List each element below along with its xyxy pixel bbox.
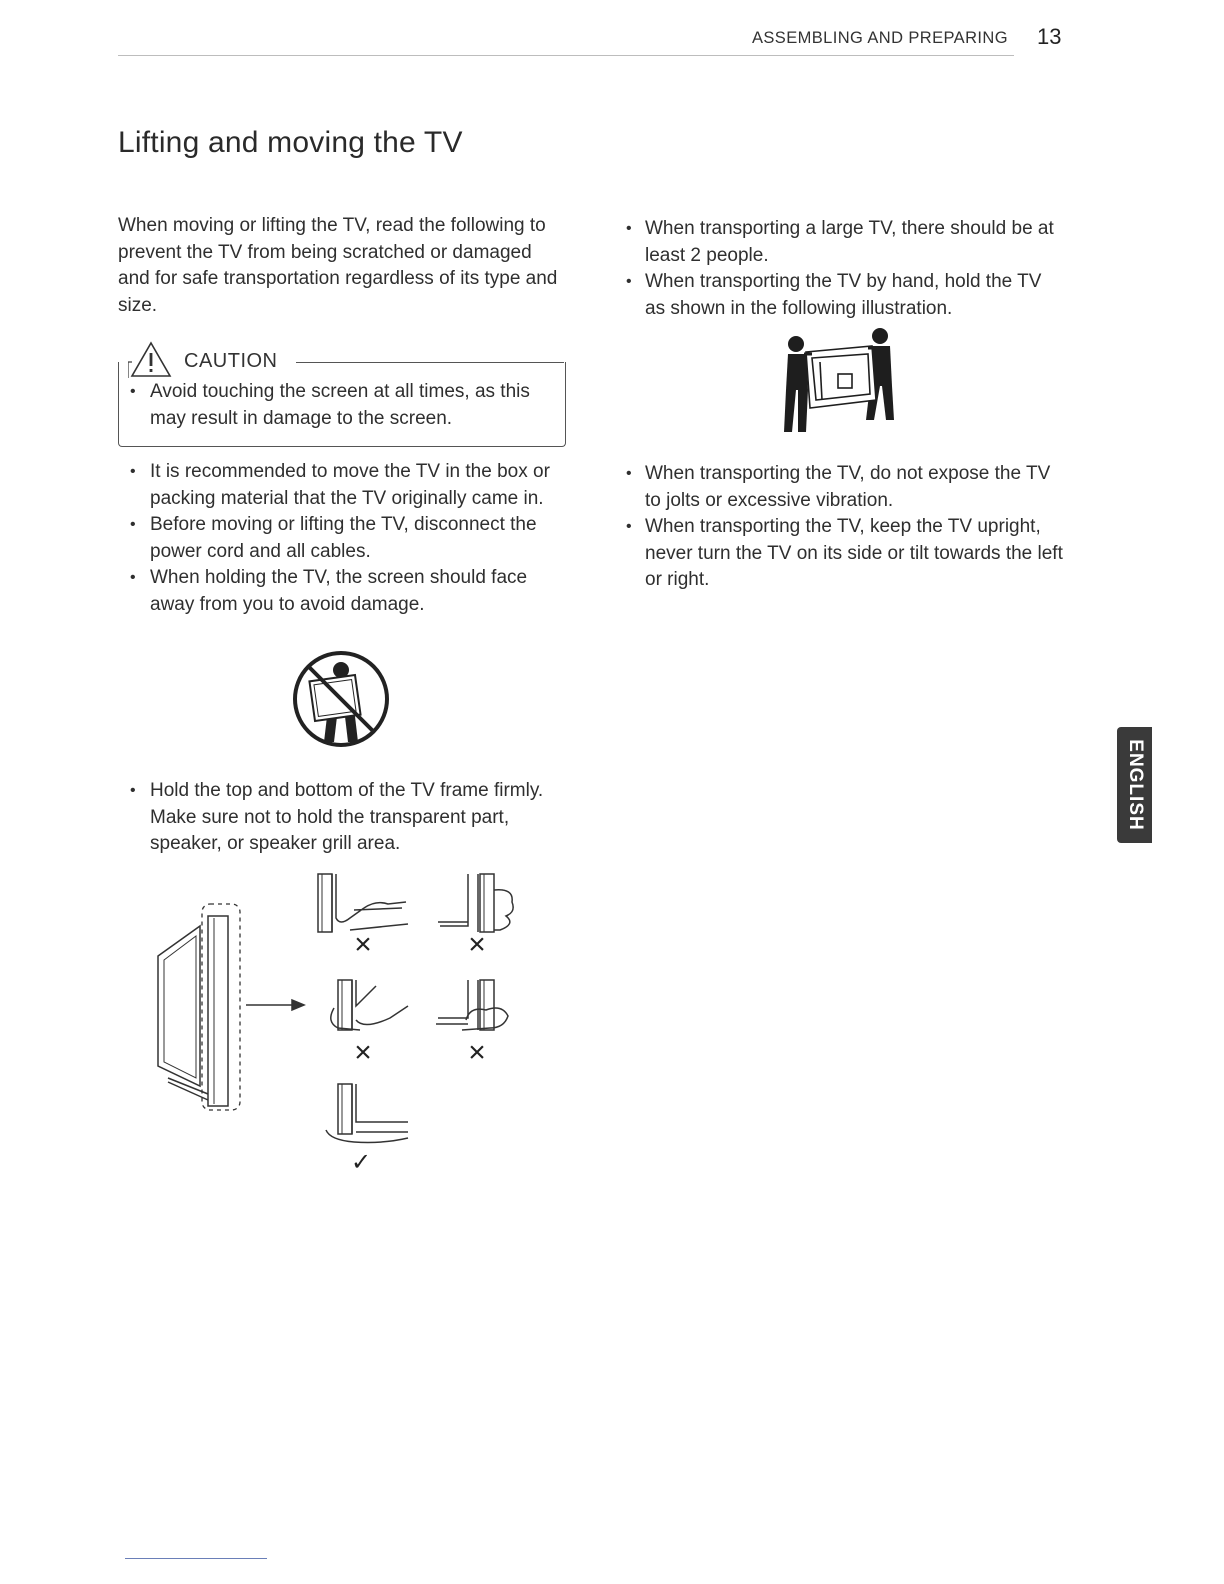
grip-wrong-4 <box>436 980 508 1030</box>
tv-frame-grip-illustration <box>150 868 530 1174</box>
list-item: • When transporting the TV, keep the TV upright, never turn the TV on its side or tilt towards the left or right. <box>614 514 1064 594</box>
list-item: • When transporting the TV, do not expose the TV to jolts or excessive vibration. <box>614 461 1064 514</box>
list-item: • When transporting the TV by hand, hold the TV as shown in the following illustration. <box>614 269 1064 322</box>
no-screen-facing-illustration <box>290 648 392 750</box>
arrow-icon <box>246 1000 304 1010</box>
page-number: 13 <box>1037 24 1062 49</box>
language-tab <box>1117 727 1152 843</box>
header-rule <box>118 55 1014 56</box>
two-people-carrying-illustration <box>780 324 898 434</box>
grip-wrong-2 <box>438 874 513 932</box>
grip-wrong-1 <box>318 874 408 932</box>
footer-rule <box>125 1558 267 1559</box>
caution-label: CAUTION <box>184 350 282 373</box>
wrong-mark: × <box>468 928 486 961</box>
caution-item: • Avoid touching the screen at all times, as this may result in damage to the screen. <box>118 379 558 432</box>
caution-box-top-rule <box>296 362 564 363</box>
wrong-mark: × <box>468 1036 486 1069</box>
grip-list <box>118 778 568 858</box>
list-item: • When transporting a large TV, there should be at least 2 people. <box>614 216 1064 269</box>
grip-correct <box>326 1084 408 1143</box>
caution-list <box>118 379 558 432</box>
list-item: • It is recommended to move the TV in the box or packing material that the TV originally came in. <box>118 459 568 512</box>
warning-triangle-icon <box>128 340 174 378</box>
wrong-mark: × <box>354 1036 372 1069</box>
intro-paragraph: When moving or lifting the TV, read the following to prevent the TV from being scratched or damaged and for safe transportation regardless of its type and size. <box>118 215 558 316</box>
handling-list <box>118 459 568 618</box>
transport-safety-list <box>614 461 1064 594</box>
language-tab-label: ENGLISH <box>1124 739 1146 831</box>
grip-wrong-3 <box>331 980 408 1030</box>
list-item: • When holding the TV, the screen should face away from you to avoid damage. <box>118 565 568 618</box>
wrong-mark: × <box>354 928 372 961</box>
tv-side-view <box>158 904 240 1110</box>
page-title: Lifting and moving the TV <box>118 126 463 159</box>
list-item: • Before moving or lifting the TV, disconnect the power cord and all cables. <box>118 512 568 565</box>
correct-mark: ✓ <box>350 1148 372 1174</box>
list-item: • Hold the top and bottom of the TV frame firmly. Make sure not to hold the transparent part, speaker, or speaker grill area. <box>118 778 568 858</box>
header-section-title: ASSEMBLING AND PREPARING <box>752 29 1008 47</box>
transport-list <box>614 216 1064 322</box>
